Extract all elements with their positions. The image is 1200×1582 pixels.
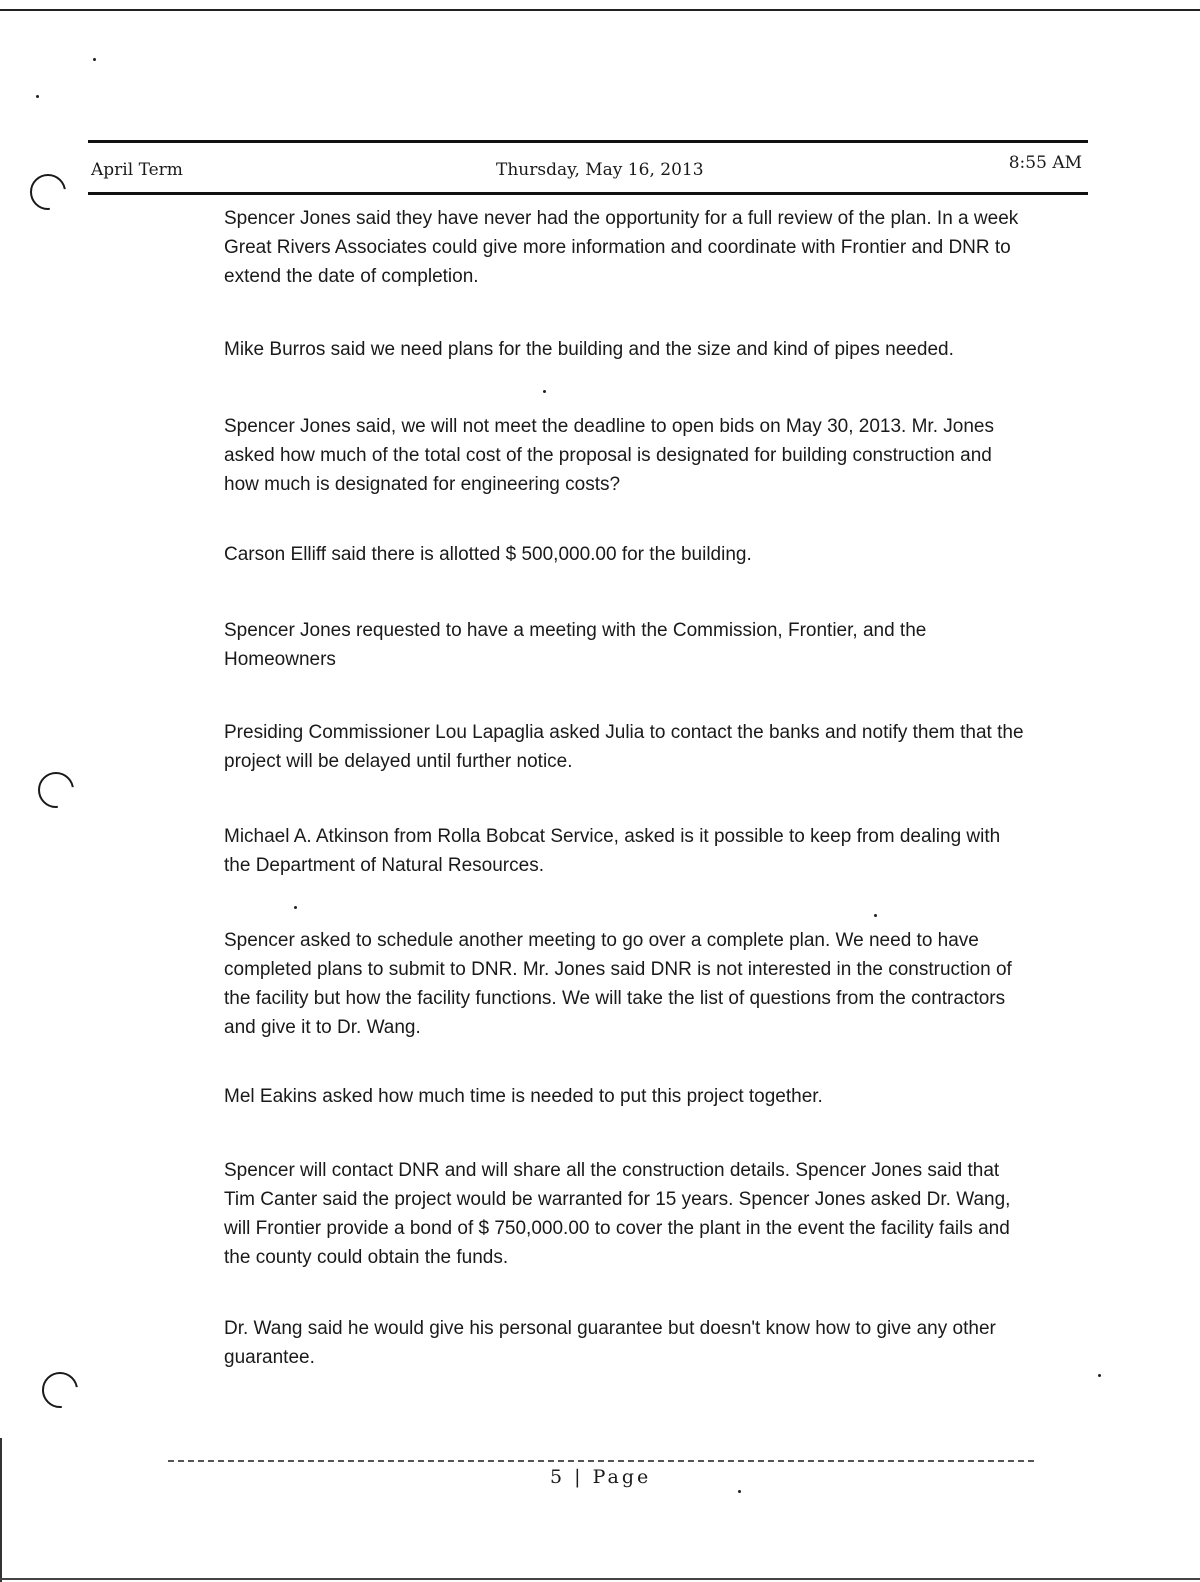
header-bottom-rule bbox=[88, 192, 1088, 195]
header-date: Thursday, May 16, 2013 bbox=[496, 160, 704, 180]
minutes-paragraph: Spencer Jones requested to have a meeting with the Commission, Frontier, and the Homeowners bbox=[224, 620, 927, 670]
minutes-paragraph: Spencer will contact DNR and will share all the construction details. Spencer Jones said that Tim Canter said the project would be warranted for 15 years. Spencer Jones asked Dr. Wang, will Frontier provide a bond of $ 750,000.00 to cover the plant in the event the facility fails and the county could obtain the funds. bbox=[224, 1160, 1011, 1268]
scan-speck bbox=[738, 1490, 741, 1493]
scan-speck bbox=[36, 95, 39, 98]
scan-top-border bbox=[0, 9, 1200, 11]
scan-speck bbox=[1098, 1374, 1101, 1377]
header-top-rule bbox=[88, 140, 1088, 143]
header-time: 8:55 AM bbox=[1008, 153, 1082, 173]
minutes-paragraph: Spencer Jones said, we will not meet the deadline to open bids on May 30, 2013. Mr. Jones asked how much of the total cost of the proposal is designated for building construction and how much is designated for engineering costs? bbox=[224, 416, 994, 495]
minutes-paragraph: Carson Elliff said there is allotted $ 500,000.00 for the building. bbox=[224, 544, 752, 565]
scan-speck bbox=[93, 58, 96, 61]
minutes-paragraph: Spencer asked to schedule another meeting to go over a complete plan. We need to have completed plans to submit to DNR. Mr. Jones said DNR is not interested in the construction of the facility but how the facility functions. We will take the list of questions from the contractors and give it to Dr. Wang. bbox=[224, 930, 1012, 1038]
punch-hole-top bbox=[30, 174, 66, 210]
minutes-paragraph: Mike Burros said we need plans for the building and the size and kind of pipes needed. bbox=[224, 339, 954, 360]
punch-hole-middle bbox=[38, 772, 74, 808]
scan-speck bbox=[294, 906, 297, 909]
minutes-paragraph: Mel Eakins asked how much time is needed to put this project together. bbox=[224, 1086, 823, 1107]
scan-speck bbox=[543, 390, 546, 393]
minutes-paragraph: Michael A. Atkinson from Rolla Bobcat Service, asked is it possible to keep from dealing with the Department of Natural Resources. bbox=[224, 826, 1001, 876]
minutes-paragraph: Presiding Commissioner Lou Lapaglia asked Julia to contact the banks and notify them that the project will be delayed until further notice. bbox=[224, 722, 1024, 772]
page-header bbox=[88, 140, 1088, 198]
scan-speck bbox=[874, 914, 877, 917]
minutes-paragraph: Spencer Jones said they have never had the opportunity for a full review of the plan. In a week Great Rivers Associates could give more information and coordinate with Frontier and DNR to extend the date of completion. bbox=[224, 208, 1019, 287]
footer-rule bbox=[168, 1460, 1034, 1462]
punch-hole-bottom bbox=[42, 1372, 78, 1408]
page-number: 5 | Page bbox=[550, 1466, 652, 1488]
scan-bottom-border bbox=[0, 1578, 1200, 1580]
header-term: April Term bbox=[91, 160, 183, 180]
minutes-paragraph: Dr. Wang said he would give his personal guarantee but doesn't know how to give any other guarantee. bbox=[224, 1318, 996, 1368]
scan-left-border bbox=[0, 1438, 2, 1582]
